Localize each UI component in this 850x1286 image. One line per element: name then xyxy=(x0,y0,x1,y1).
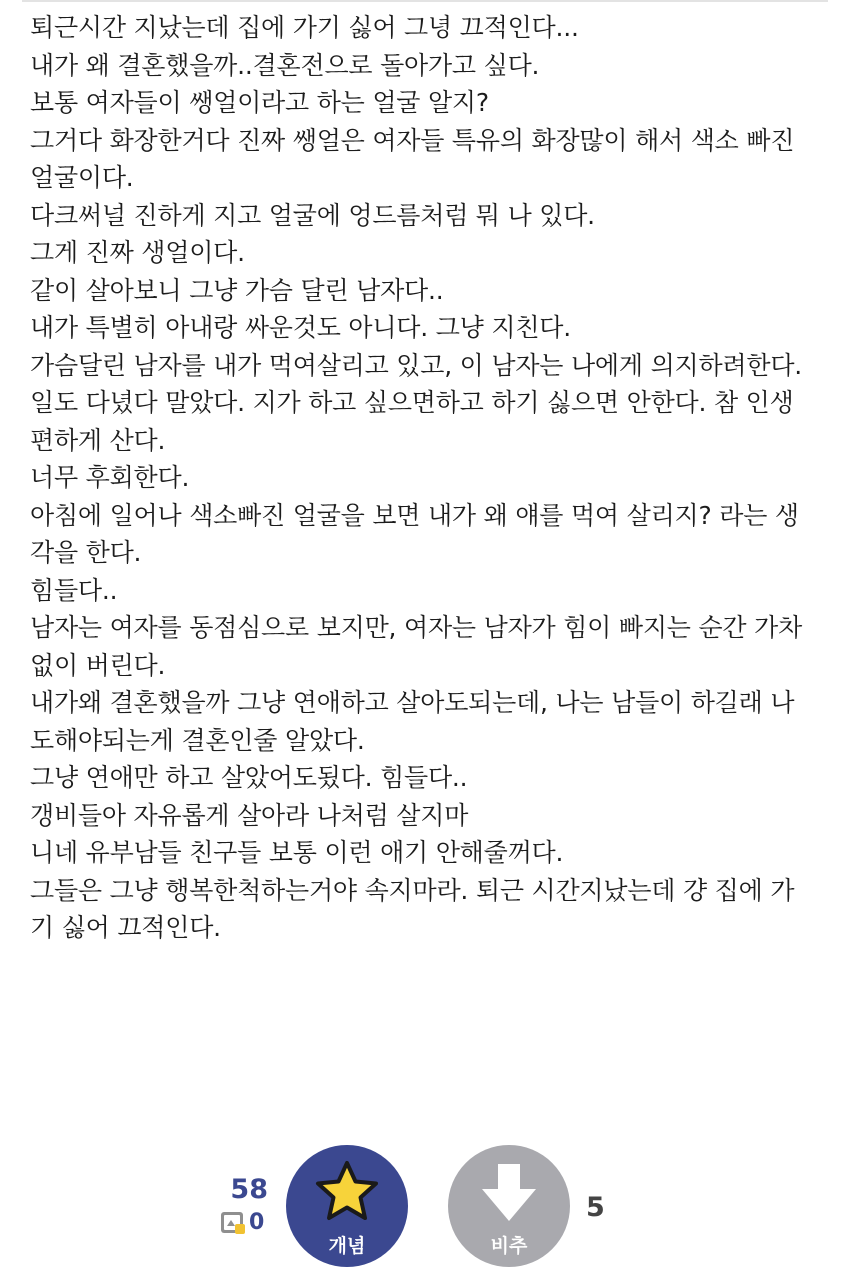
post-text-line: 내가 왜 결혼했을까..결혼전으로 돌아가고 싶다. xyxy=(30,50,540,80)
post-text-line: 내가왜 결혼했을까 그냥 연애하고 살아도되는데, 나는 남들이 하길래 나 xyxy=(30,688,795,717)
post-text-line: 아침에 일어나 색소빠진 얼굴을 보면 내가 왜 얘를 먹여 살리지? 라는 생 xyxy=(30,500,799,530)
post-text-line: 같이 살아보니 그냥 가슴 달린 남자다.. xyxy=(30,275,444,305)
post-text-line: 갱비들아 자유롭게 살아라 나처럼 살지마 xyxy=(30,800,469,830)
post-text-line: 퇴근시간 지났는데 집에 가기 싫어 그녕 끄적인다... xyxy=(30,13,579,42)
fixed-recommend-number: 0 xyxy=(249,1210,265,1235)
post-text-line: 너무 후회한다. xyxy=(30,463,190,492)
downvote-button[interactable] xyxy=(448,1145,570,1267)
post-text-line: 일도 다녔다 말았다. 지가 하고 싶으면하고 하기 싫으면 안한다. 참 인생 xyxy=(30,388,794,417)
post-text-line: 각을 한다. xyxy=(30,538,142,567)
downvote-label: 비추 xyxy=(490,1235,528,1257)
post-text-line: 그게 진짜 생얼이다. xyxy=(30,238,245,267)
top-divider xyxy=(22,0,828,2)
post-text-line: 가슴달린 남자를 내가 먹여살리고 있고, 이 남자는 나에게 의지하려한다. xyxy=(30,350,803,380)
post-text-line: 기 싫어 끄적인다. xyxy=(30,913,221,942)
post-text-line: 니네 유부남들 친구들 보통 이런 애기 안해줄꺼다. xyxy=(30,838,564,867)
post-text-line: 다크써널 진하게 지고 얼굴에 엉드름처럼 뭐 나 있다. xyxy=(30,200,595,230)
post-text-line: 그들은 그냥 행복한척하는거야 속지마라. 퇴근 시간지났는데 걍 집에 가 xyxy=(30,875,795,905)
up-vote-count: 58 xyxy=(230,1174,268,1205)
post-text-line: 힘들다.. xyxy=(30,575,118,605)
post-text-line: 보통 여자들이 쌩얼이라고 하는 얼굴 알지? xyxy=(30,88,489,117)
post-text-line: 얼굴이다. xyxy=(30,163,134,192)
post-text-line: 남자는 여자를 동점심으로 보지만, 여자는 남자가 힘이 빠지는 순간 가차 xyxy=(30,613,803,642)
down-vote-count: 5 xyxy=(586,1192,605,1223)
post-text-line: 도해야되는게 결혼인줄 알았다. xyxy=(30,725,365,755)
post-text-line: 없이 버린다. xyxy=(30,650,166,680)
fixed-recommend-count xyxy=(220,1210,264,1235)
vote-area xyxy=(0,1140,850,1286)
upvote-button[interactable] xyxy=(286,1145,408,1267)
post-text-line: 그냥 연애만 하고 살았어도됬다. 힘들다.. xyxy=(30,763,468,792)
upvote-label: 개념 xyxy=(328,1235,366,1257)
post-text-line: 내가 특별히 아내랑 싸운것도 아니다. 그냥 지친다. xyxy=(30,313,571,342)
star-icon xyxy=(314,1159,380,1225)
post-body xyxy=(30,9,830,947)
arrow-down-icon xyxy=(476,1159,542,1225)
post-text-line: 편하게 산다. xyxy=(30,425,166,455)
post-text-line: 그거다 화장한거다 진짜 쌩얼은 여자들 특유의 화장많이 해서 색소 빠진 xyxy=(30,125,795,155)
fixed-recommend-icon xyxy=(220,1211,246,1235)
